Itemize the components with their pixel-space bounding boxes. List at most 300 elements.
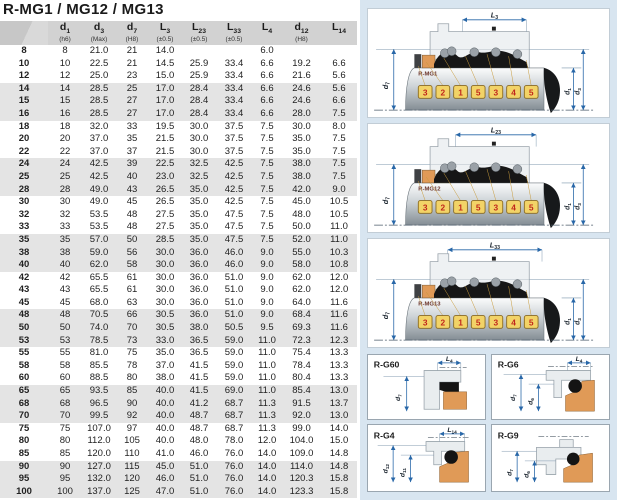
value-cell: 33 [59,221,71,233]
value-cell: 28.4 [189,95,209,107]
callout-number: 1 [458,317,463,328]
value-cell: 14.0 [257,485,277,497]
value-cell: 27.5 [155,208,175,220]
diagram-r-mg12 [367,123,610,233]
table-row [0,70,357,83]
table-row [0,297,357,310]
value-cell: 10.5 [329,196,349,208]
value-cell: 33.4 [224,95,244,107]
value-cell: 6.6 [260,70,274,82]
callout-number: 3 [422,202,428,213]
column-header: $L_4$ [252,21,282,45]
value-cell: 15.8 [329,473,349,485]
value-cell: 40 [59,259,71,271]
size-cell: 38 [18,246,30,258]
callout-numbers [418,201,538,214]
detail-label: R-G6 [497,359,519,370]
value-cell: 21.6 [292,70,311,82]
size-cell: 68 [18,397,30,409]
value-cell: 14.0 [257,448,277,459]
value-cell: 22.5 [89,57,109,69]
value-cell: 40.0 [155,410,175,422]
value-cell: 30.0 [189,145,209,157]
value-cell: 42.5 [224,170,244,182]
value-cell: 40.0 [155,397,175,409]
value-cell: 36.0 [189,259,209,271]
value-cell: 6.6 [260,95,274,107]
callout-number: 5 [475,202,481,213]
value-cell: 13.3 [329,359,349,371]
dim-label: $d_{12}$ [382,463,391,474]
value-cell: 7.5 [260,145,274,157]
dim-label: $d_3$ [574,318,583,325]
value-cell: 30.0 [155,246,175,258]
value-cell: 10.3 [329,246,349,258]
value-cell: 74.0 [89,322,109,334]
table-row [0,347,357,360]
value-cell: 13.7 [329,397,349,409]
value-cell: 50 [126,233,138,245]
value-cell: 48 [126,208,138,220]
value-cell: 37.5 [224,133,244,145]
value-cell: 62.0 [292,284,311,296]
value-cell: 38.0 [189,322,209,334]
value-cell: 8.0 [332,120,346,132]
value-cell: 10.8 [329,259,349,271]
size-cell: 18 [18,120,30,132]
value-cell: 10.5 [329,208,349,220]
callout-number: 3 [493,87,499,98]
value-cell: 36.0 [189,271,209,283]
value-cell: 90 [59,460,71,472]
value-cell: 55 [59,347,71,359]
value-cell: 7.5 [260,183,274,195]
value-cell: 11.0 [330,221,348,233]
value-cell: 112.0 [87,435,111,447]
value-cell: 17.0 [155,107,175,119]
value-cell: 11.6 [330,296,348,308]
dimension-table [0,21,357,498]
value-cell: 55.0 [292,246,311,258]
table-row [0,322,357,335]
column-header: $d_1$ (h6) [48,21,82,45]
value-cell: 35.0 [189,221,209,233]
callout-number: 3 [493,202,499,213]
drive-collar [544,298,560,343]
value-cell: 27 [126,95,138,107]
value-cell: 46.0 [224,259,244,271]
dim-label: $d_1$ [564,318,573,325]
value-cell: 41.2 [189,397,209,409]
value-cell: 28.4 [189,107,209,119]
value-cell: 61 [126,271,138,283]
table-row [0,259,357,272]
value-cell: 9.0 [260,271,274,283]
value-cell: 40 [126,170,138,182]
size-cell: 15 [18,95,30,107]
table-row [0,372,357,385]
value-cell: 35.0 [189,233,209,245]
value-cell: 12.0 [329,284,349,296]
value-cell: 99.5 [89,410,109,422]
value-cell: 51.0 [224,296,244,308]
value-cell: 24.6 [292,95,311,107]
table-row [0,473,357,486]
size-cell: 90 [18,460,30,472]
callout-number: 4 [511,317,516,328]
value-cell: 36.0 [189,296,209,308]
value-cell: 42.5 [89,170,109,182]
dim-label: $d_1$ [564,203,573,210]
column-header: $d_3$ (Max) [82,21,116,45]
value-cell: 11.0 [258,359,276,371]
size-cell: 25 [18,170,30,182]
dim-label: $d_7$ [394,394,404,402]
callout-numbers [418,86,538,99]
value-cell: 45.0 [155,460,175,472]
value-cell: 53 [59,334,71,346]
value-cell: 51.0 [189,485,209,497]
value-cell: 19.5 [155,120,175,132]
value-cell [321,45,357,58]
value-cell: 26.5 [155,183,175,195]
value-cell: 7.5 [260,233,274,245]
value-cell: 13.3 [329,347,349,359]
value-cell: 11.6 [330,322,348,334]
value-cell: 49.0 [89,196,109,208]
value-cell: 25.0 [89,70,109,82]
value-cell: 59.0 [224,334,244,346]
callout-number: 4 [511,87,516,98]
value-cell: 9.0 [260,246,274,258]
table-row [0,410,357,423]
value-cell: 14.0 [329,422,349,434]
callout-number: 2 [440,87,446,98]
value-cell: 115 [124,460,140,472]
value-cell: 68 [59,397,71,409]
size-cell: 8 [21,45,27,56]
size-cell: 12 [18,70,30,82]
value-cell: 59.0 [224,347,244,359]
table-row [0,486,357,499]
value-cell: 21.5 [155,145,175,157]
set-screw [492,142,496,146]
value-cell: 68.7 [224,397,244,409]
size-cell: 30 [18,196,30,208]
o-ring [444,450,458,464]
value-cell: 75.4 [292,347,311,359]
callout-number: 2 [440,202,446,213]
value-cell: 46.0 [155,473,175,485]
dim-label: $d_7$ [510,394,519,402]
value-cell: 9.0 [260,309,274,321]
value-cell: 23 [126,70,138,82]
value-cell: 14.0 [155,45,175,56]
value-cell: 41.5 [189,359,209,371]
size-cell: 80 [18,435,30,447]
value-cell: 47.0 [155,485,175,497]
value-cell: 70 [59,410,71,422]
seat-ring [422,285,435,298]
gland-key [560,440,574,448]
value-cell: 37.5 [224,120,244,132]
value-cell: 62.0 [89,259,109,271]
value-cell: 107.0 [87,422,111,434]
value-cell: 28.5 [155,233,175,245]
size-cell: 10 [18,57,30,69]
value-cell: 68.7 [224,422,244,434]
value-cell: 85.4 [292,385,311,397]
value-cell: 59.0 [224,372,244,384]
value-cell: 30 [59,196,71,208]
value-cell: 61 [126,284,138,296]
value-cell: 12 [59,70,71,82]
value-cell: 42.5 [224,158,244,170]
callout-number: 5 [528,87,534,98]
value-cell: 92.0 [292,410,311,422]
value-cell: 14.0 [257,460,277,472]
value-cell: 7.5 [332,107,346,119]
value-cell: 52.0 [292,233,311,245]
value-cell: 12.0 [329,271,349,283]
detail-label: R-G60 [373,359,400,370]
callout-numbers [418,316,538,329]
value-cell: 46.0 [189,448,209,459]
size-cell: 14 [18,82,30,94]
value-cell: 109.0 [289,448,314,459]
value-cell: 9.0 [260,296,274,308]
value-cell: 22.5 [155,158,175,170]
value-cell: 56 [126,246,138,258]
value-cell: 47.5 [224,208,244,220]
value-cell: 64.0 [292,296,311,308]
value-cell: 40.0 [155,435,175,447]
value-cell: 11.0 [258,385,276,397]
value-cell: 24.6 [292,82,311,94]
value-cell: 43 [59,284,71,296]
value-cell: 80 [59,435,71,447]
shaft-model-label: R-MG13 [418,301,441,308]
value-cell: 78.4 [292,359,311,371]
value-cell: 25 [59,170,71,182]
column-header: $L_3$ (±0.5) [148,21,182,45]
value-cell: 33.4 [224,82,244,94]
size-cell: 95 [18,473,30,485]
value-cell: 120 [124,473,140,485]
dim-label: $d_1$ [564,88,573,95]
value-cell: 58.0 [292,259,311,271]
value-cell: 37.0 [155,359,175,371]
callout-number: 5 [475,87,481,98]
dim-label: $d_6$ [527,398,537,405]
value-cell: 13.0 [329,410,349,422]
value-cell: 36.5 [189,334,209,346]
value-cell: 38.0 [292,170,311,182]
detail-label: R-G9 [497,430,519,441]
callout-number: 3 [422,317,428,328]
value-cell: 137.0 [87,485,111,497]
value-cell: 11.3 [258,397,276,409]
value-cell: 35.0 [292,133,311,145]
page-title: R-MG1 / MG12 / MG13 [3,1,164,18]
value-cell: 70.5 [89,309,109,321]
value-cell: 30.5 [155,309,175,321]
size-cell: 65 [18,385,30,397]
dim-label: $d_6$ [523,471,533,478]
diagram-r-g9 [491,424,610,492]
size-cell: 58 [18,359,30,371]
o-ring [567,453,580,466]
value-cell: 47.5 [224,233,244,245]
value-cell: 35.0 [189,208,209,220]
value-cell: 32.5 [189,170,209,182]
size-cell: 16 [18,107,30,119]
value-cell: 18 [59,120,71,132]
dim-label: $d_7$ [506,469,515,476]
value-cell: 76.0 [224,485,244,497]
size-cell: 24 [18,158,30,170]
value-cell: 46.0 [224,246,244,258]
value-cell: 14.8 [329,448,349,459]
table-row [0,234,357,247]
value-cell: 85 [59,448,71,459]
value-cell: 14.8 [329,460,349,472]
table-row [0,121,357,134]
value-cell: 14.5 [155,57,175,69]
column-header: $L_{23}$ (±0.5) [182,21,216,45]
value-cell: 45.0 [292,196,311,208]
value-cell: 95 [59,473,71,485]
value-cell: 69.3 [292,322,311,334]
value-cell: 93.5 [89,385,109,397]
table-row [0,423,357,436]
o-ring [568,379,582,393]
value-cell: 42 [59,271,71,283]
callout-number: 5 [528,202,534,213]
value-cell: 51.0 [224,284,244,296]
value-cell: 33.4 [224,70,244,82]
value-cell: 30.0 [292,120,311,132]
value-cell: 81.0 [89,347,109,359]
value-cell: 21.5 [155,133,175,145]
value-cell: 6.6 [260,57,274,69]
dim-label: $L_4$ [575,355,583,365]
value-cell: 63 [126,296,138,308]
value-cell: 15.8 [329,485,349,497]
callout-number: 1 [458,202,463,213]
value-cell: 12.0 [257,435,277,447]
size-cell: 100 [16,485,32,497]
value-cell: 11.3 [258,422,276,434]
callout-number: 4 [511,202,516,213]
value-cell: 6.6 [332,57,346,69]
value-cell: 42.5 [224,183,244,195]
size-cell: 33 [18,221,30,233]
value-cell: 38.0 [292,158,311,170]
value-cell: 37.5 [224,145,244,157]
column-header: $L_{33}$ (±0.5) [216,21,252,45]
value-cell: 26.5 [155,196,175,208]
size-cell: 32 [18,208,30,220]
value-cell: 8 [62,45,68,56]
column-header: $L_{14}$ [321,21,357,45]
retainer [414,54,421,68]
retainer [414,169,421,183]
size-cell: 43 [18,284,30,296]
value-cell: 7.5 [260,133,274,145]
value-cell: 38.0 [155,372,175,384]
value-cell: 15.0 [329,435,349,447]
value-cell: 28.4 [189,82,209,94]
table-row [0,209,357,222]
value-cell: 30.0 [155,284,175,296]
size-cell: 60 [18,372,30,384]
value-cell: 51.0 [224,309,244,321]
column-header: $d_7$ (H8) [116,21,148,45]
value-cell: 100 [57,485,73,497]
dim-label: $L_{14}$ [447,426,457,436]
value-cell: 123.3 [289,485,314,497]
value-cell [182,45,216,58]
value-cell: 5.6 [332,70,346,82]
table-row [0,95,357,108]
value-cell: 7.5 [260,208,274,220]
value-cell: 127.0 [87,460,111,472]
table-row [0,133,357,146]
value-cell: 125 [124,485,140,497]
value-cell: 30.0 [189,133,209,145]
value-cell: 78.0 [224,435,244,447]
table-row [0,171,357,184]
dim-label: $L_{33}$ [489,240,500,251]
value-cell: 15 [59,95,71,107]
dim-label: $L_4$ [445,355,453,365]
dim-label: $d_3$ [574,88,583,95]
value-cell: 27 [126,107,138,119]
value-cell: 48.7 [189,410,209,422]
value-cell: 78.5 [89,334,109,346]
size-cell: 85 [18,448,30,459]
value-cell: 23.0 [155,170,175,182]
shaft-model-label: R-MG12 [418,186,441,193]
dim-label: $d_{11}$ [399,467,409,478]
value-cell: 48.0 [189,435,209,447]
size-cell: 50 [18,322,30,334]
size-cell: 28 [18,183,30,195]
table-row [0,385,357,398]
dim-label: $d_7$ [380,196,392,205]
callout-number: 2 [440,317,446,328]
size-cell: 20 [18,133,30,145]
seat-detail-grid [367,354,611,492]
value-cell: 32.5 [189,158,209,170]
value-cell: 11.0 [258,347,276,359]
value-cell: 42.5 [89,158,109,170]
value-cell: 21 [126,57,138,69]
callout-number: 1 [458,87,463,98]
value-cell: 85.5 [89,359,109,371]
value-cell: 50 [59,322,71,334]
value-cell: 6.6 [260,107,274,119]
value-cell: 75 [126,347,138,359]
value-cell: 12.3 [329,334,349,346]
value-cell: 9.5 [260,322,274,334]
value-cell: 91.5 [292,397,311,409]
dim-label: $L_3$ [490,10,499,21]
value-cell: 28.5 [89,95,109,107]
value-cell: 114.0 [289,460,314,472]
value-cell: 58 [59,359,71,371]
